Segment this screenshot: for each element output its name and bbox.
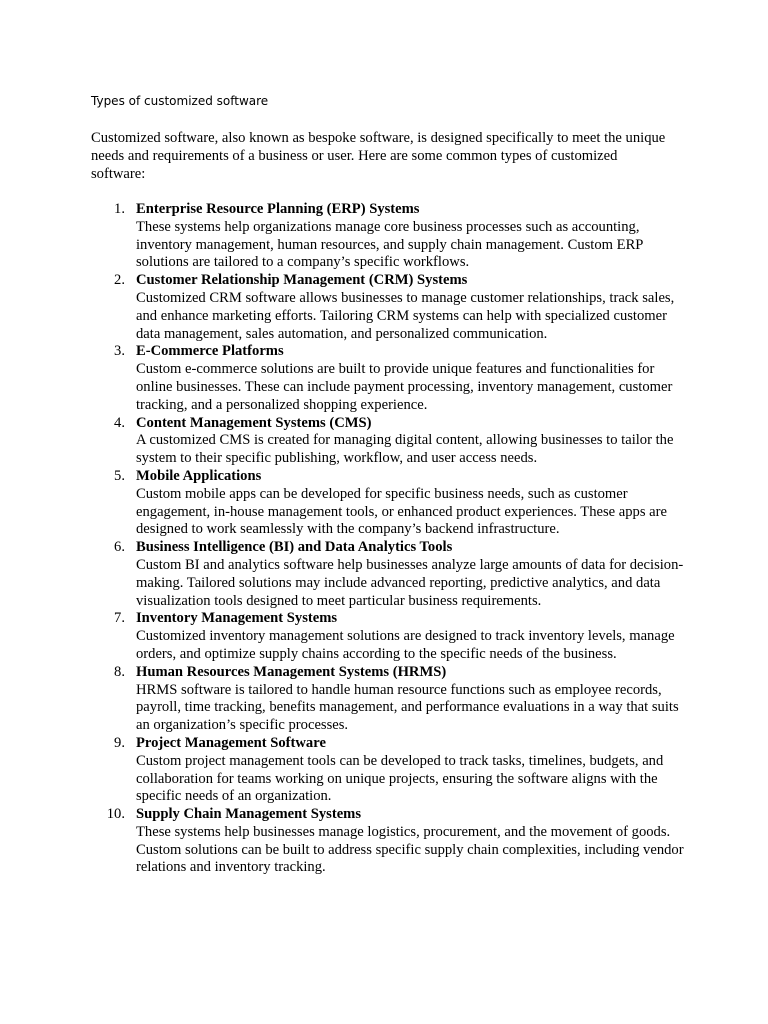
list-item [91,735,691,806]
list-item-number: 4. [114,414,125,431]
list-item-description: Custom BI and analytics software help businesses analyze large amounts of data for decision-making. Tailored solutions may include advanced reporting, predictive analytics, and data visualization tools designed to meet particular business requirements. [136,556,684,609]
list-item-heading: Human Resources Management Systems (HRMS) [136,663,447,680]
list-item-heading: Enterprise Resource Planning (ERP) Systems [136,201,420,217]
list-item [91,539,691,610]
list-item-description: Custom project management tools can be developed to track tasks, timelines, budgets, and collaboration for teams working on unique projects, ensuring the software aligns with the specific needs of an organization. [136,752,664,805]
list-item-description: Custom mobile apps can be developed for specific business needs, such as customer engagement, in-house management tools, or enhanced product experiences. These apps are designed to work seamlessly with the company’s backend infrastructure. [136,485,667,538]
list-item-heading: Mobile Applications [136,467,262,484]
intro-paragraph: Customized software, also known as bespoke software, is designed specifically to meet the unique needs and requirements of a business or user. Here are some common types of customized software: [91,130,666,182]
list-item [91,610,691,663]
list-item-heading: Supply Chain Management Systems [136,806,362,823]
list-item [91,664,691,735]
list-item-number: 1. [114,201,125,217]
list-item-description: Custom e-commerce solutions are built to provide unique features and functionalities for online businesses. These can include payment processing, inventory management, customer tracking, and a personalized shopping experience. [136,361,673,413]
list-item-heading: E-Commerce Platforms [136,343,284,360]
list-item-description: A customized CMS is created for managing digital content, allowing businesses to tailor the system to their specific publishing, workflow, and user access needs. [136,432,674,467]
list-item-description: These systems help organizations manage core business processes such as accounting, inventory management, human resources, and supply chain management. Custom ERP solutions are tailored to a company’s specific workflows. [136,218,643,271]
list-item-number: 10. [106,806,125,823]
list-item-number: 8. [114,663,125,680]
document-title: Types of customized software [91,94,269,108]
list-item-heading: Customer Relationship Management (CRM) Systems [136,272,468,289]
list-item-heading: Project Management Software [136,734,326,751]
list-item-heading: Business Intelligence (BI) and Data Analytics Tools [136,539,453,556]
list-item-heading: Inventory Management Systems [136,610,338,627]
list-item-description: These systems help businesses manage logistics, procurement, and the movement of goods. Custom solutions can be built to address specific supply chain complexities, including vendor relations and inventory tracking. [136,823,684,876]
list-item-description: Customized CRM software allows businesses to manage customer relationships, track sales, and enhance marketing efforts. Tailoring CRM systems can help with specialized customer data management, sales automation, and personalized communication. [136,289,675,342]
list-item-number: 9. [114,734,125,751]
list-item [91,415,691,468]
list-item-number: 3. [114,343,125,360]
list-item [91,468,691,539]
software-types-list [91,201,691,877]
list-item-number: 6. [114,539,125,556]
list-item-heading: Content Management Systems (CMS) [136,414,372,431]
list-item-number: 5. [114,467,125,484]
list-item [91,272,691,343]
list-item [91,806,691,877]
list-item-number: 7. [114,610,125,627]
list-item-number: 2. [114,272,125,289]
list-item-description: Customized inventory management solutions are designed to track inventory levels, manage orders, and optimize supply chains according to the specific needs of the business. [136,628,675,662]
list-item [91,201,691,272]
list-item [91,343,691,414]
list-item-description: HRMS software is tailored to handle human resource functions such as employee records, payroll, time tracking, benefits management, and performance evaluations in a way that suits an organization’s specific processes. [136,681,679,734]
